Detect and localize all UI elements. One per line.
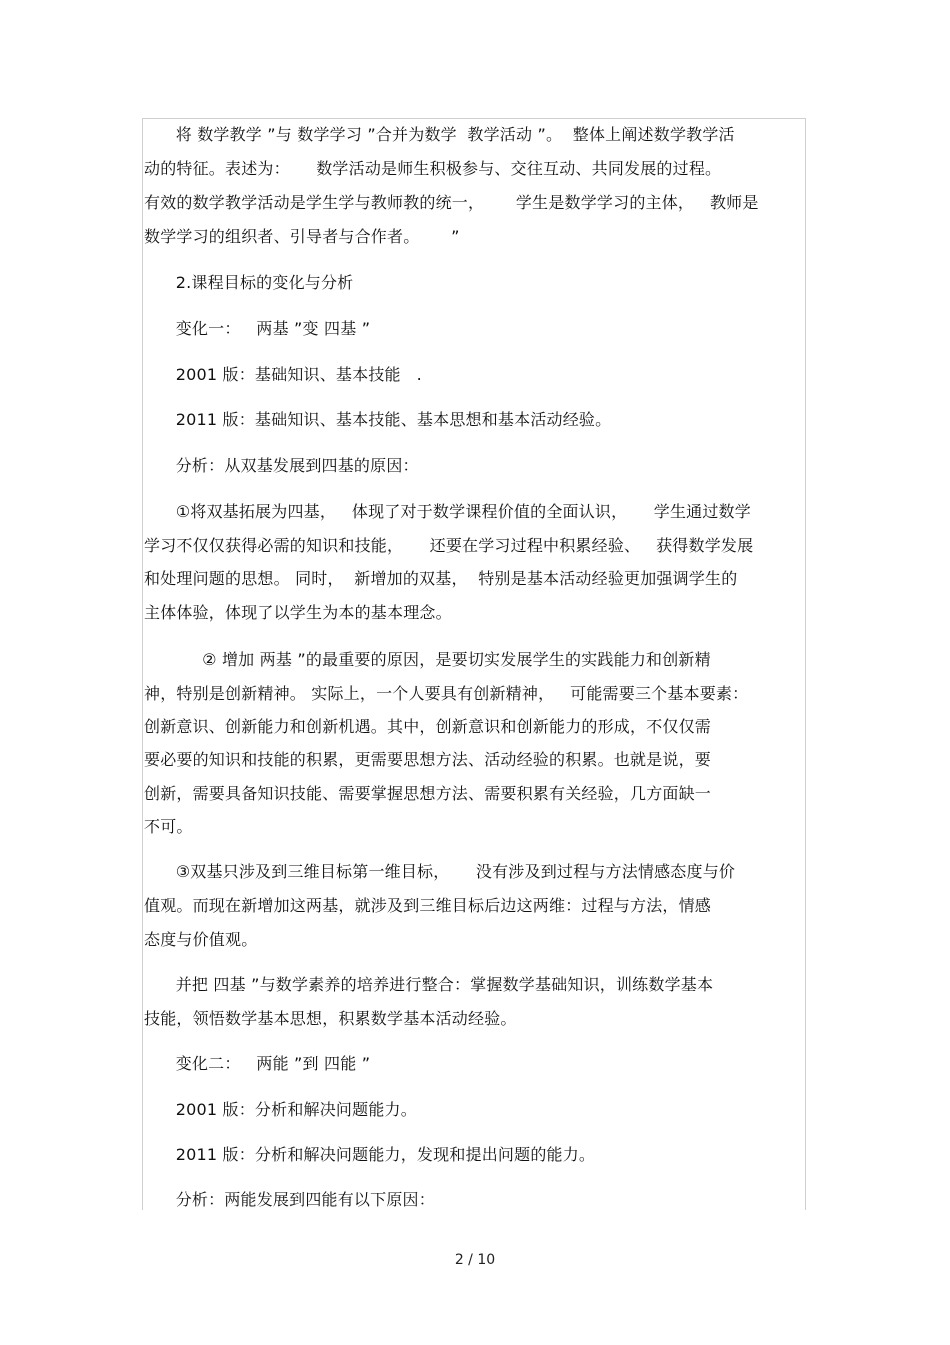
paragraph-intro-line: 数学学习的组织者、引导者与合作者。 ” xyxy=(144,227,460,246)
paragraph-point-2-line: 要必要的知识和技能的积累，更需要思想方法、活动经验的积累。也就是说，要 xyxy=(144,750,712,769)
paragraph-intro-line: 动的特征。表述为： 数学活动是师生积极参与、交往互动、共同发展的过程。 xyxy=(144,159,722,178)
paragraph-point-2-line: 不可。 xyxy=(144,817,193,836)
paragraph-point-3-line: 值观。而现在新增加这两基，就涉及到三维目标后边这两维：过程与方法，情感 xyxy=(144,896,712,915)
paragraph-point-3-line: 态度与价值观。 xyxy=(144,930,258,949)
paragraph-point-2-line: 神，特别是创新精神。 实际上，一个人要具有创新精神， 可能需要三个基本要素： xyxy=(144,684,749,703)
page-number: 2 / 10 xyxy=(454,1252,496,1268)
paragraph-point-1-line: 学习不仅仅获得必需的知识和技能， 还要在学习过程中积累经验、 获得数学发展 xyxy=(144,536,754,555)
paragraph-point-1-line: 和处理问题的思想。 同时， 新增加的双基， 特别是基本活动经验更加强调学生的 xyxy=(144,569,738,588)
paragraph-point-3-line: ③双基只涉及到三维目标第一维目标， 没有涉及到过程与方法情感态度与价 xyxy=(144,862,736,881)
paragraph-point-1-line: ①将双基拓展为四基， 体现了对于数学课程价值的全面认识， 学生通过数学 xyxy=(144,502,751,521)
paragraph-intro-line: 将 数学教学 ”与 数学学习 ”合并为数学 教学活动 ”。 整体上阐述数学教学活 xyxy=(144,125,735,144)
paragraph-analysis-a-line: 分析：从双基发展到四基的原因： xyxy=(144,456,419,475)
paragraph-point-1-line: 主体体验，体现了以学生为本的基本理念。 xyxy=(144,603,452,622)
paragraph-point-2-line: 创新意识、创新能力和创新机遇。其中，创新意识和创新能力的形成，不仅仅需 xyxy=(144,717,712,736)
paragraph-v2011-b-line: 2011 版：分析和解决问题能力，发现和提出问题的能力。 xyxy=(144,1145,596,1164)
paragraph-intro-line: 有效的数学教学活动是学生学与教师教的统一， 学生是数学学习的主体， 教师是 xyxy=(144,193,759,212)
paragraph-v2011-a-line: 2011 版：基础知识、基本技能、基本思想和基本活动经验。 xyxy=(144,410,612,429)
paragraph-integration-line: 并把 四基 ”与数学素养的培养进行整合：掌握数学基础知识，训练数学基本 xyxy=(144,975,714,994)
paragraph-change-two-line: 变化二： 两能 ”到 四能 ” xyxy=(144,1054,371,1073)
paragraph-v2001-a-line: 2001 版：基础知识、基本技能 . xyxy=(144,365,422,384)
paragraph-integration-line: 技能，领悟数学基本思想，积累数学基本活动经验。 xyxy=(144,1009,517,1028)
paragraph-v2001-b-line: 2001 版：分析和解决问题能力。 xyxy=(144,1100,417,1119)
paragraph-analysis-b-line: 分析：两能发展到四能有以下原因： xyxy=(144,1190,435,1209)
paragraph-point-2-line: ② 增加 两基 ”的最重要的原因，是要切实发展学生的实践能力和创新精 xyxy=(144,650,711,669)
paragraph-point-2-line: 创新，需要具备知识技能、需要掌握思想方法、需要积累有关经验，几方面缺一 xyxy=(144,784,712,803)
paragraph-heading-goals-line: 2.课程目标的变化与分析 xyxy=(144,273,354,292)
paragraph-change-one-line: 变化一： 两基 ”变 四基 ” xyxy=(144,319,371,338)
